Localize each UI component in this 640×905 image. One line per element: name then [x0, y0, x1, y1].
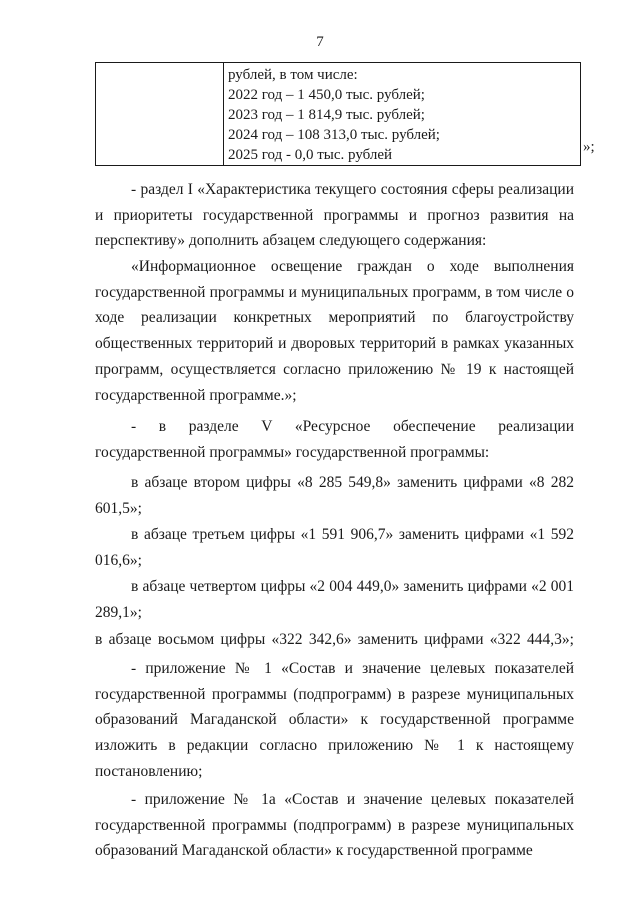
paragraph-abzac-eighth: в абзаце восьмом цифры «322 342,6» заменить цифрами «322 444,3»; [95, 631, 574, 648]
table-line: 2025 год - 0,0 тыс. рублей [228, 147, 393, 163]
table-cell-empty [96, 63, 224, 166]
paragraph-abzac-third: в абзаце третьем цифры «1 591 906,7» заменить цифрами «1 592 016,6»; [95, 526, 574, 569]
table-line: рублей, в том числе: [228, 67, 358, 83]
page-number: 7 [316, 34, 324, 50]
paragraph-section-v: - в разделе V «Ресурсное обеспечение реализации государственной программы» государственной программы: [95, 418, 574, 461]
paragraph-abzac-fourth: в абзаце четвертом цифры «2 004 449,0» заменить цифрами «2 001 289,1»; [95, 578, 574, 621]
table-line: 2023 год – 1 814,9 тыс. рублей; [228, 107, 425, 123]
paragraph-abzac-second: в абзаце втором цифры «8 285 549,8» заменить цифрами «8 282 601,5»; [95, 474, 574, 517]
table-row [96, 63, 581, 166]
budget-table [95, 62, 581, 166]
table-line: 2022 год – 1 450,0 тыс. рублей; [228, 87, 425, 103]
paragraph-section-i: - раздел I «Характеристика текущего состояния сферы реализации и приоритеты государственной программы и прогноз развития на перспективу» дополнить абзацем следующего содержания: [95, 181, 574, 250]
table-line: 2024 год – 108 313,0 тыс. рублей; [228, 127, 440, 143]
table-cell-funding [224, 63, 581, 166]
table-closing-mark: »; [583, 139, 595, 155]
paragraph-appendix-1a: - приложение № 1а «Состав и значение целевых показателей государственной программы (подпрограмм) в разрезе муниципальных образований Магаданской области» к государственной программе [95, 791, 574, 860]
paragraph-information-coverage: «Информационное освещение граждан о ходе выполнения государственной программы и муниципальных программ, в том числе о ходе реализации конкретных мероприятий по благоустройству общественных территорий и дворовых территорий в рамках указанных программ, осуществляется согласно приложению № 19 к настоящей государственной программе.»; [95, 258, 574, 404]
paragraph-appendix-1: - приложение № 1 «Состав и значение целевых показателей государственной программы (подпрограмм) в разрезе муниципальных образований Магаданской области» к государственной программе изложить в редакции согласно приложению № 1 к настоящему постановлению; [95, 660, 574, 780]
